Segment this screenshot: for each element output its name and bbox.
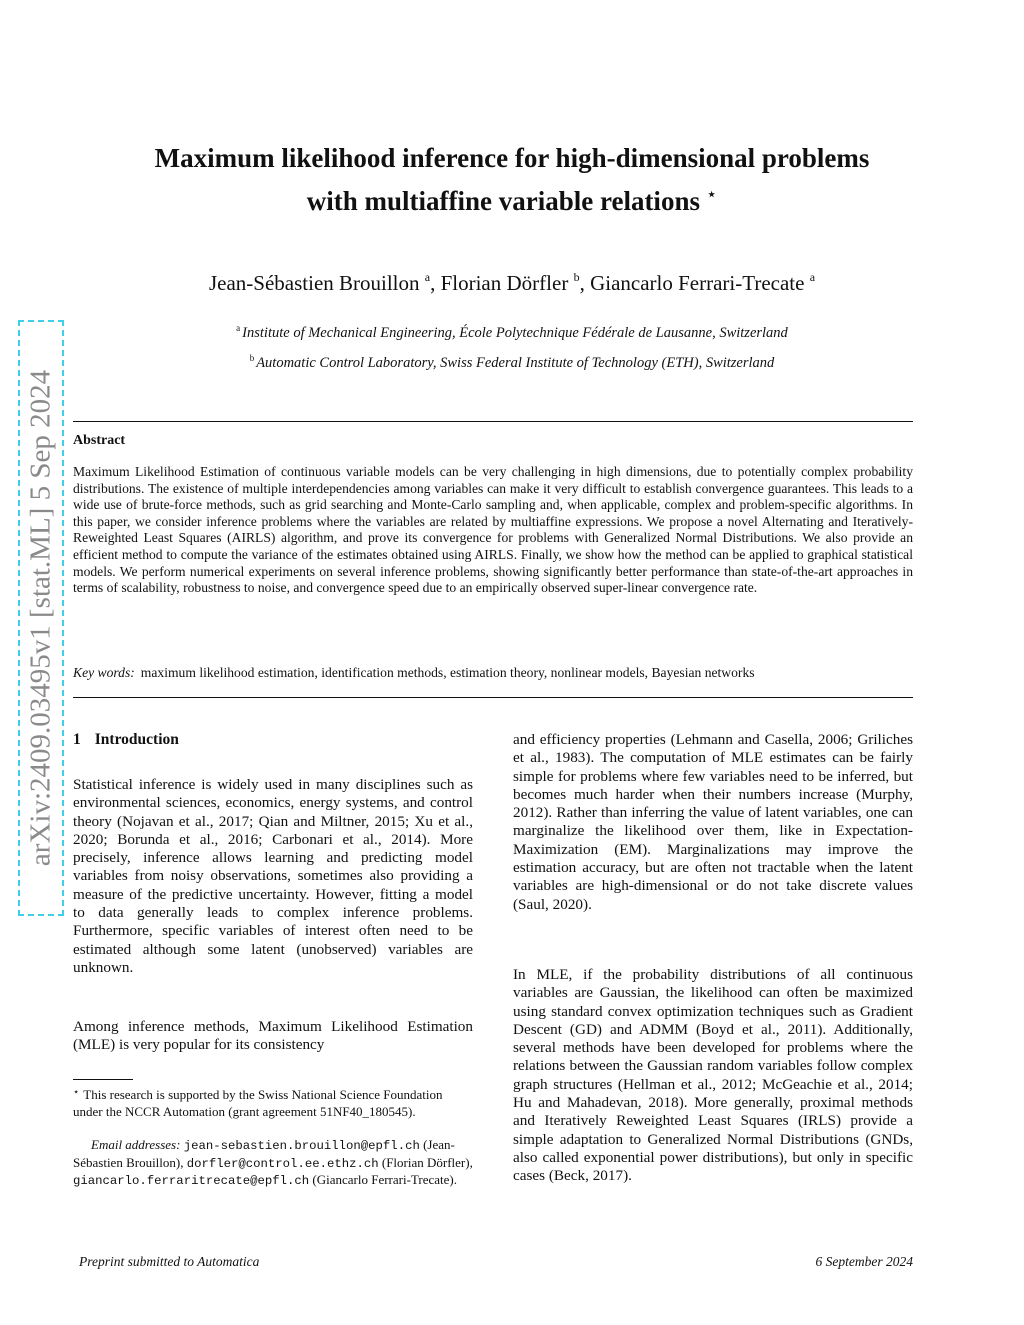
affil-text: Institute of Mechanical Engineering, École Polytechnique Fédérale de Lausanne, Switzerland	[242, 325, 788, 341]
affiliation-b	[60, 353, 964, 372]
footer-preprint: Preprint submitted to Automatica	[79, 1254, 260, 1269]
intro-paragraph-1: Statistical inference is widely used in many disciplines such as environmental sciences, economics, energy systems, and control theory (Nojavan et al., 2017; Qian and Miltner, 2015; Xu et al., 2020; Borunda et al., 2016; Carbonari et al., 2014). More precisely, inference allows learning and predicting model variables from noisy observations, sometimes also providing a measure of the predictive uncertainty. However, fitting a model to data generally leads to complex inference problems. Furthermore, specific variables of interest often need to be estimated although some latent (unobserved) variables are unknown.	[73, 776, 473, 976]
intro-paragraph-3: and efficiency properties (Lehmann and Casella, 2006; Griliches et al., 1983). The computation of MLE estimates can be fairly simple for problems where few variables need to be inferred, but becomes much harder when their numbers increase (Murphy, 2012). Rather than inferring the value of latent variables, one can marginalize the likelihood over them, like in Expectation-Maximization (EM). Marginalizations may improve the estimation accuracy, but are often not tractable when the latent variables are high-dimensional or do not take discrete values (Saul, 2020).	[513, 731, 913, 913]
author-name: Florian Dörfler	[440, 271, 569, 295]
email-owner: (Giancarlo Ferrari-Trecate).	[312, 1172, 458, 1187]
author-list: Jean-Sébastien Brouillon $^a$, Florian Dörfler $^b$, Giancarlo Ferrari-Trecate $^a$	[208, 270, 816, 295]
affil-text: Automatic Control Laboratory, Swiss Federal Institute of Technology (ETH), Switzerland	[256, 355, 775, 371]
affil-mark: b	[249, 353, 255, 363]
keywords-label: Key words:	[73, 665, 135, 680]
funding-footnote	[73, 1085, 473, 1120]
title-line-2: with multiaffine variable relations	[306, 186, 700, 216]
intro-paragraph-4: In MLE, if the probability distributions of all continuous variables are Gaussian, the likelihood can often be maximized using standard convex optimization techniques such as Gradient Descent (GD) and ADMM (Boyd et al., 2011). Additionally, several methods have been developed for problems where the relations between the Gaussian random variables follow complex graph structures (Hellman et al., 2012; McGeachie et al., 2014; Hu and Mahadevan, 2018). More generally, proximal methods and Iteratively Reweighted Least Squares (IRLS) provide a simple adaptation to Generalized Normal Distributions (GNDs, also called exponential power distributions), but only in specific cases (Beck, 2017).	[513, 966, 913, 1185]
footnote-mark: ⋆	[73, 1087, 80, 1098]
title-footnote-mark[interactable]: ⋆	[705, 184, 718, 204]
footnote-rule	[73, 1079, 133, 1080]
abstract-heading: Abstract	[73, 433, 126, 448]
section-title: Introduction	[94, 731, 179, 748]
author-affil-mark: a	[809, 270, 816, 284]
footer-date: 6 September 2024	[815, 1254, 913, 1269]
author-name: Jean-Sébastien Brouillon	[208, 271, 420, 295]
email-owner: (Jean-Sébastien Brouillon),	[73, 1137, 455, 1170]
intro-paragraph-2: Among inference methods, Maximum Likelihood Estimation (MLE) is very popular for its consistency	[73, 1018, 473, 1054]
author-affil-mark: a	[424, 270, 431, 284]
paper-title	[60, 140, 964, 219]
keywords-text: maximum likelihood estimation, identification methods, estimation theory, nonlinear models, Bayesian networks	[140, 665, 755, 680]
email-owner: (Florian Dörfler),	[381, 1154, 473, 1170]
arxiv-stamp[interactable]	[18, 320, 64, 916]
email-link[interactable]: jean-sebastien.brouillon@epfl.ch	[183, 1139, 420, 1153]
abstract-top-rule	[73, 421, 913, 422]
email-footnote	[73, 1137, 473, 1190]
email-label: Email addresses:	[91, 1137, 181, 1152]
keywords	[73, 665, 913, 681]
title-line-1: Maximum likelihood inference for high-dimensional problems	[154, 143, 870, 173]
abstract-bottom-rule	[73, 697, 913, 698]
author-affil-mark: b	[573, 270, 580, 284]
email-link[interactable]: dorfler@control.ee.ethz.ch	[186, 1156, 379, 1171]
affil-mark: a	[236, 323, 241, 333]
author-name: Giancarlo Ferrari-Trecate	[590, 271, 805, 295]
arxiv-stamp-text: arXiv:2409.03495v1 [stat.ML] 5 Sep 2024	[24, 369, 57, 867]
section-heading	[73, 731, 179, 749]
funding-text: This research is supported by the Swiss National Science Foundation under the NCCR Automation (grant agreement 51NF40_180545).	[73, 1087, 443, 1119]
abstract-text: Maximum Likelihood Estimation of continuous variable models can be very challenging in high dimensions, due to potentially complex probability distributions. The existence of multiple interdependencies among variables can make it very difficult to establish convergence guarantees. This leads to a wide use of brute-force methods, such as grid searching and Monte-Carlo sampling and, when applicable, complex and problem-specific algorithms. In this paper, we consider inference problems where the variables are related by multiaffine expressions. We propose a novel Alternating and Iteratively-Reweighted Least Squares (AIRLS) algorithm, and prove its convergence for problems with Generalized Normal Distributions. We also provide an efficient method to compute the variance of the estimates obtained using AIRLS. Finally, we show how the method can be applied to graphical statistical models. We perform numerical experiments on several inference problems, showing significantly better performance than state-of-the-art approaches in terms of scalability, robustness to noise, and convergence speed due to an empirically observed super-linear convergence rate.	[73, 464, 913, 596]
email-link[interactable]: giancarlo.ferraritrecate@epfl.ch	[73, 1174, 310, 1188]
affiliation-a	[60, 323, 964, 342]
section-number: 1	[73, 731, 81, 748]
